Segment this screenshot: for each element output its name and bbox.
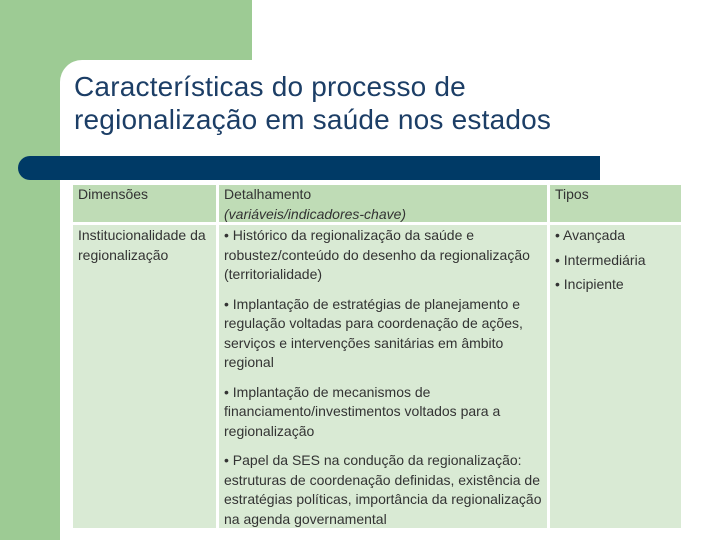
header-detalhamento-subtitle: (variáveis/indicadores-chave) <box>224 205 407 222</box>
title-line-1: Características do processo de <box>74 71 466 102</box>
header-tipos: Tipos <box>550 185 681 222</box>
table-row <box>73 225 681 528</box>
detail-item: • Implantação de mecanismos de financiamento/investimentos voltados para a regionalização <box>224 383 501 439</box>
header-detalhamento <box>219 185 550 222</box>
title-underline-bar <box>18 156 600 180</box>
dimension-cell: Institucionalidade da regionalização <box>73 225 219 528</box>
characteristics-table <box>73 185 681 528</box>
header-detalhamento-label: Detalhamento <box>224 186 312 202</box>
tipos-cell <box>550 225 681 528</box>
tipo-item: • Avançada <box>555 227 626 243</box>
table-header-row <box>73 185 681 222</box>
detail-item: • Implantação de estratégias de planejamento e regulação voltadas para coordenação de ações, serviços e intervenções sanitárias em âmbito regional <box>224 295 523 370</box>
slide-title <box>74 70 694 136</box>
detail-item: • Histórico da regionalização da saúde e robustez/conteúdo do desenho da regionalização (territorialidade) <box>224 227 530 282</box>
header-dimensoes: Dimensões <box>73 185 219 222</box>
tipo-item: • Intermediária <box>555 251 646 268</box>
title-line-2: regionalização em saúde nos estados <box>74 104 552 135</box>
details-cell <box>219 225 550 528</box>
detail-item: • Papel da SES na condução da regionalização: estruturas de coordenação definidas, existência de estratégias políticas, importância da regionalização na agenda governamental <box>224 452 542 527</box>
tipo-item: • Incipiente <box>555 276 624 292</box>
